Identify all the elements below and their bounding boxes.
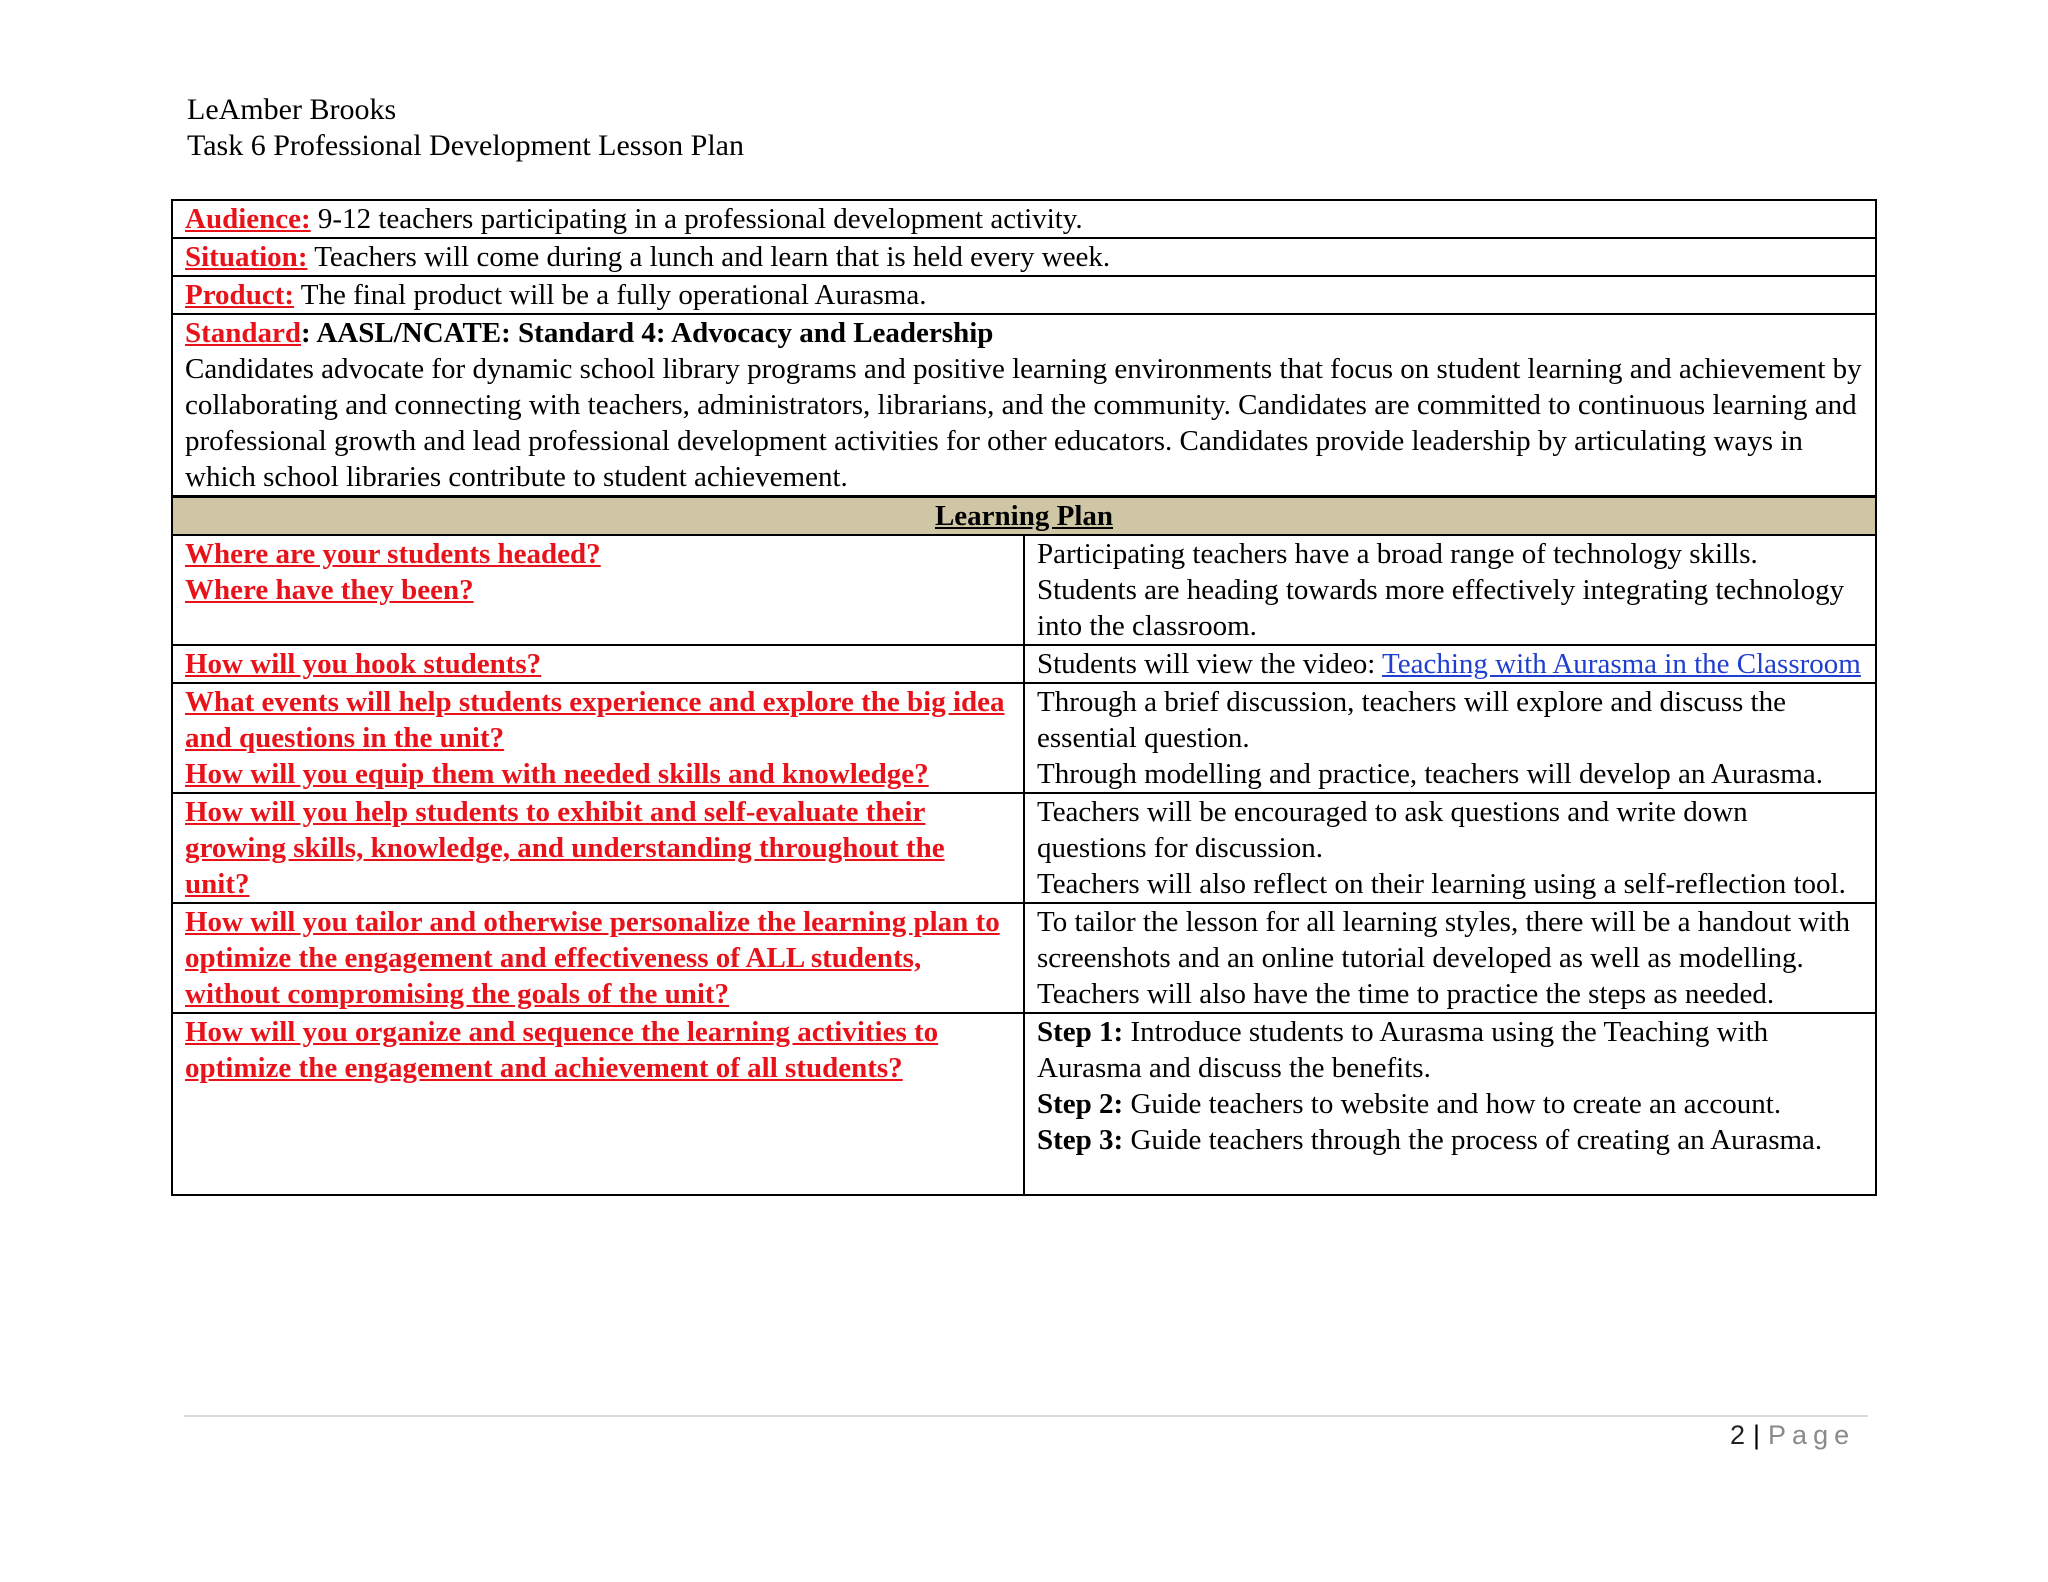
situation-text: Teachers will come during a lunch and learn that is held every week. (307, 241, 1111, 273)
product-text: The final product will be a fully operational Aurasma. (294, 279, 927, 311)
page-separator: | (1753, 1420, 1761, 1450)
document-title: Task 6 Professional Development Lesson Plan (187, 129, 744, 162)
product-row (172, 276, 1876, 314)
answer-text: Through a brief discussion, teachers will explore and discuss the essential question. (1037, 686, 1786, 754)
step-1-text: Introduce students to Aurasma using the Teaching with Aurasma and discuss the benefits. (1037, 1016, 1769, 1084)
audience-label: Audience: (185, 203, 311, 235)
plan-row-events (172, 683, 1876, 793)
answer-cell (1024, 645, 1876, 683)
step-3-text: Guide teachers through the process of creating an Aurasma. (1123, 1124, 1823, 1156)
audience-text: 9-12 teachers participating in a professional development activity. (310, 203, 1083, 235)
page-word: Page (1768, 1420, 1856, 1450)
answer-text: To tailor the lesson for all learning styles, there will be a handout with screenshots and an online tutorial developed as well as modelling. Teachers will also have the time to practice the steps as needed. (1037, 906, 1850, 1010)
question-evaluate: How will you help students to exhibit and self-evaluate their growing skills, knowledge, and understanding throughout the unit? (185, 796, 945, 900)
question-tailor: How will you tailor and otherwise personalize the learning plan to optimize the engagement and effectiveness of ALL students, without compromising the goals of the unit? (185, 906, 1000, 1010)
product-label: Product: (185, 279, 295, 311)
question-headed: Where are your students headed? (185, 538, 601, 570)
answer-cell (1024, 793, 1876, 903)
plan-row-evaluate (172, 793, 1876, 903)
step-2-text: Guide teachers to website and how to create an account. (1123, 1088, 1782, 1120)
learning-plan-heading: Learning Plan (172, 497, 1876, 536)
video-link[interactable]: Teaching with Aurasma in the Classroom (1382, 648, 1861, 680)
page-header (187, 92, 744, 164)
question-cell (172, 903, 1024, 1013)
standard-label: Standard (185, 317, 302, 349)
step-3-label: Step 3: (1037, 1124, 1124, 1156)
answer-text: Teachers will be encouraged to ask questions and write down questions for discussion. (1037, 796, 1748, 864)
question-events: What events will help students experience and explore the big idea and questions in the unit? (185, 686, 1005, 754)
plan-row-organize (172, 1013, 1876, 1195)
step-2-label: Step 2: (1037, 1088, 1124, 1120)
answer-cell (1024, 535, 1876, 645)
question-organize: How will you organize and sequence the learning activities to optimize the engagement and achievement of all students? (185, 1016, 939, 1084)
question-cell (172, 793, 1024, 903)
audience-row (172, 200, 1876, 238)
standard-text: Candidates advocate for dynamic school library programs and positive learning environments that focus on student learning and achievement by collaborating and connecting with teachers, administrators, librarians, and the community. Candidates are committed to continuous learning and professional growth and lead professional development activities for other educators. Candidates provide leadership by articulating ways in which school libraries contribute to student achievement. (185, 353, 1862, 493)
standard-row (172, 314, 1876, 497)
answer-cell (1024, 903, 1876, 1013)
question-equip: How will you equip them with needed skills and knowledge? (185, 758, 929, 790)
page-number-footer (1730, 1420, 1855, 1451)
answer-cell (1024, 1013, 1876, 1195)
answer-text: Participating teachers have a broad range of technology skills. Students are heading towards more effectively integrating technology into the classroom. (1037, 538, 1845, 642)
question-hook: How will you hook students? (185, 648, 542, 680)
page-number: 2 (1730, 1420, 1746, 1450)
situation-row (172, 238, 1876, 276)
answer-cell (1024, 683, 1876, 793)
step-1-label: Step 1: (1037, 1016, 1124, 1048)
question-been: Where have they been? (185, 574, 474, 606)
footer-divider (184, 1415, 1868, 1417)
question-cell (172, 645, 1024, 683)
answer-text: Students will view the video: (1037, 648, 1383, 680)
answer-text: Through modelling and practice, teachers will develop an Aurasma. (1037, 758, 1823, 790)
situation-label: Situation: (185, 241, 308, 273)
plan-row-hook (172, 645, 1876, 683)
author-name: LeAmber Brooks (187, 93, 397, 126)
standard-title: : AASL/NCATE: Standard 4: Advocacy and Leadership (301, 317, 994, 349)
plan-row-tailor (172, 903, 1876, 1013)
answer-text: Teachers will also reflect on their learning using a self-reflection tool. (1037, 868, 1846, 900)
plan-row-destination (172, 535, 1876, 645)
question-cell (172, 1013, 1024, 1195)
question-cell (172, 683, 1024, 793)
learning-plan-heading-row (172, 497, 1876, 536)
question-cell (172, 535, 1024, 645)
lesson-plan-table (171, 199, 1877, 1196)
